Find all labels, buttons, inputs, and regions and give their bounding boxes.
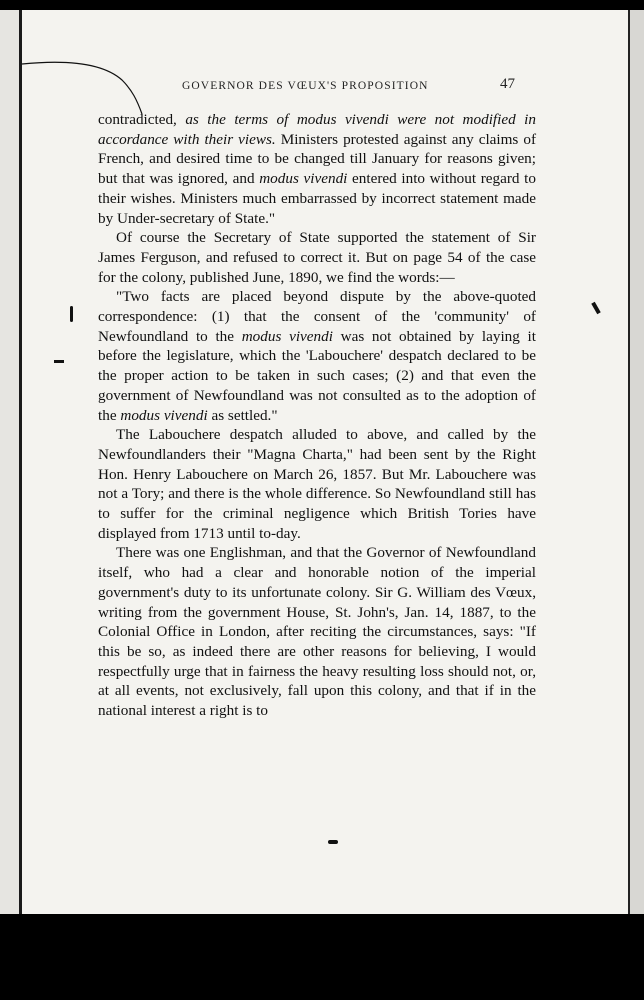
ink-speck bbox=[328, 840, 338, 844]
margin-mark bbox=[591, 302, 600, 314]
paragraph-1-italic-2: modus vivendi bbox=[259, 170, 348, 188]
left-page-edge bbox=[0, 10, 22, 914]
paragraph-1-italic-1: as the terms of modus vivendi were not modified in accordance with their views. bbox=[98, 111, 536, 148]
margin-mark bbox=[70, 306, 73, 322]
paragraph-3-italic-2: modus vivendi bbox=[120, 406, 208, 424]
paragraph-1 bbox=[98, 110, 536, 228]
paragraph-3-text-2: was not obtained by laying it before the legislature, which the 'Labouchere' despatch declared to be the proper action to be taken in such cases; (2) and that even the government of Newfoundland was not consulted as to the adoption of the bbox=[98, 327, 536, 424]
paragraph-3-text-3: as settled." bbox=[207, 406, 278, 424]
paragraph-1-text-3: entered into without regard to their wishes. Ministers much embarrassed by incorrect statement made by Under-secretary of State." bbox=[98, 170, 536, 227]
paragraph-3 bbox=[98, 287, 536, 425]
paragraph-3-italic-1: modus vivendi bbox=[241, 327, 333, 345]
paragraph-1-text-1: contradicted, bbox=[98, 111, 186, 128]
paragraph-3-text-1: "Two facts are placed beyond dispute by the above-quoted correspondence: (1) that the consent of the 'community' of Newfoundland to the bbox=[98, 288, 536, 345]
paragraph-1-text-2: Ministers protested against any claims of French, and desired time to be changed till January for reasons given; but that was ignored, and bbox=[98, 130, 536, 188]
body-text bbox=[98, 110, 536, 721]
running-head: GOVERNOR DES VŒUX'S PROPOSITION bbox=[182, 80, 429, 92]
book-page bbox=[22, 10, 628, 914]
paragraph-5: There was one Englishman, and that the Governor of Newfoundland itself, who had a clear and honorable notion of the imperial government's duty to its unfortunate colony. Sir G. William des Vœux, writing from the government House, St. John's, Jan. 14, 1887, to the Colonial Office in London, after reciting the circumstances, says: "If this be so, as indeed there are other reasons for believing, I would respectfully urge that in fairness the heavy resulting loss should not, or, at all events, not exclusively, fall upon this colony, and that if in the national interest a right is to bbox=[98, 544, 536, 720]
paragraph-2: Of course the Secretary of State supported the statement of Sir James Ferguson, and refused to correct it. But on page 54 of the case for the colony, published June, 1890, we find the words:— bbox=[98, 229, 536, 286]
page-number: 47 bbox=[500, 76, 515, 92]
scan-background bbox=[0, 914, 644, 1000]
right-page-edge bbox=[628, 10, 644, 914]
margin-mark bbox=[54, 360, 64, 363]
paragraph-4: The Labouchere despatch alluded to above, and called by the Newfoundlanders their "Magna Charta," had been sent by the Right Hon. Henry Labouchere on March 26, 1857. But Mr. Labouchere was not a Tory; and there is the whole difference. So Newfoundland still has to suffer for the criminal negligence which British Tories have displayed from 1713 until to-day. bbox=[98, 426, 536, 542]
